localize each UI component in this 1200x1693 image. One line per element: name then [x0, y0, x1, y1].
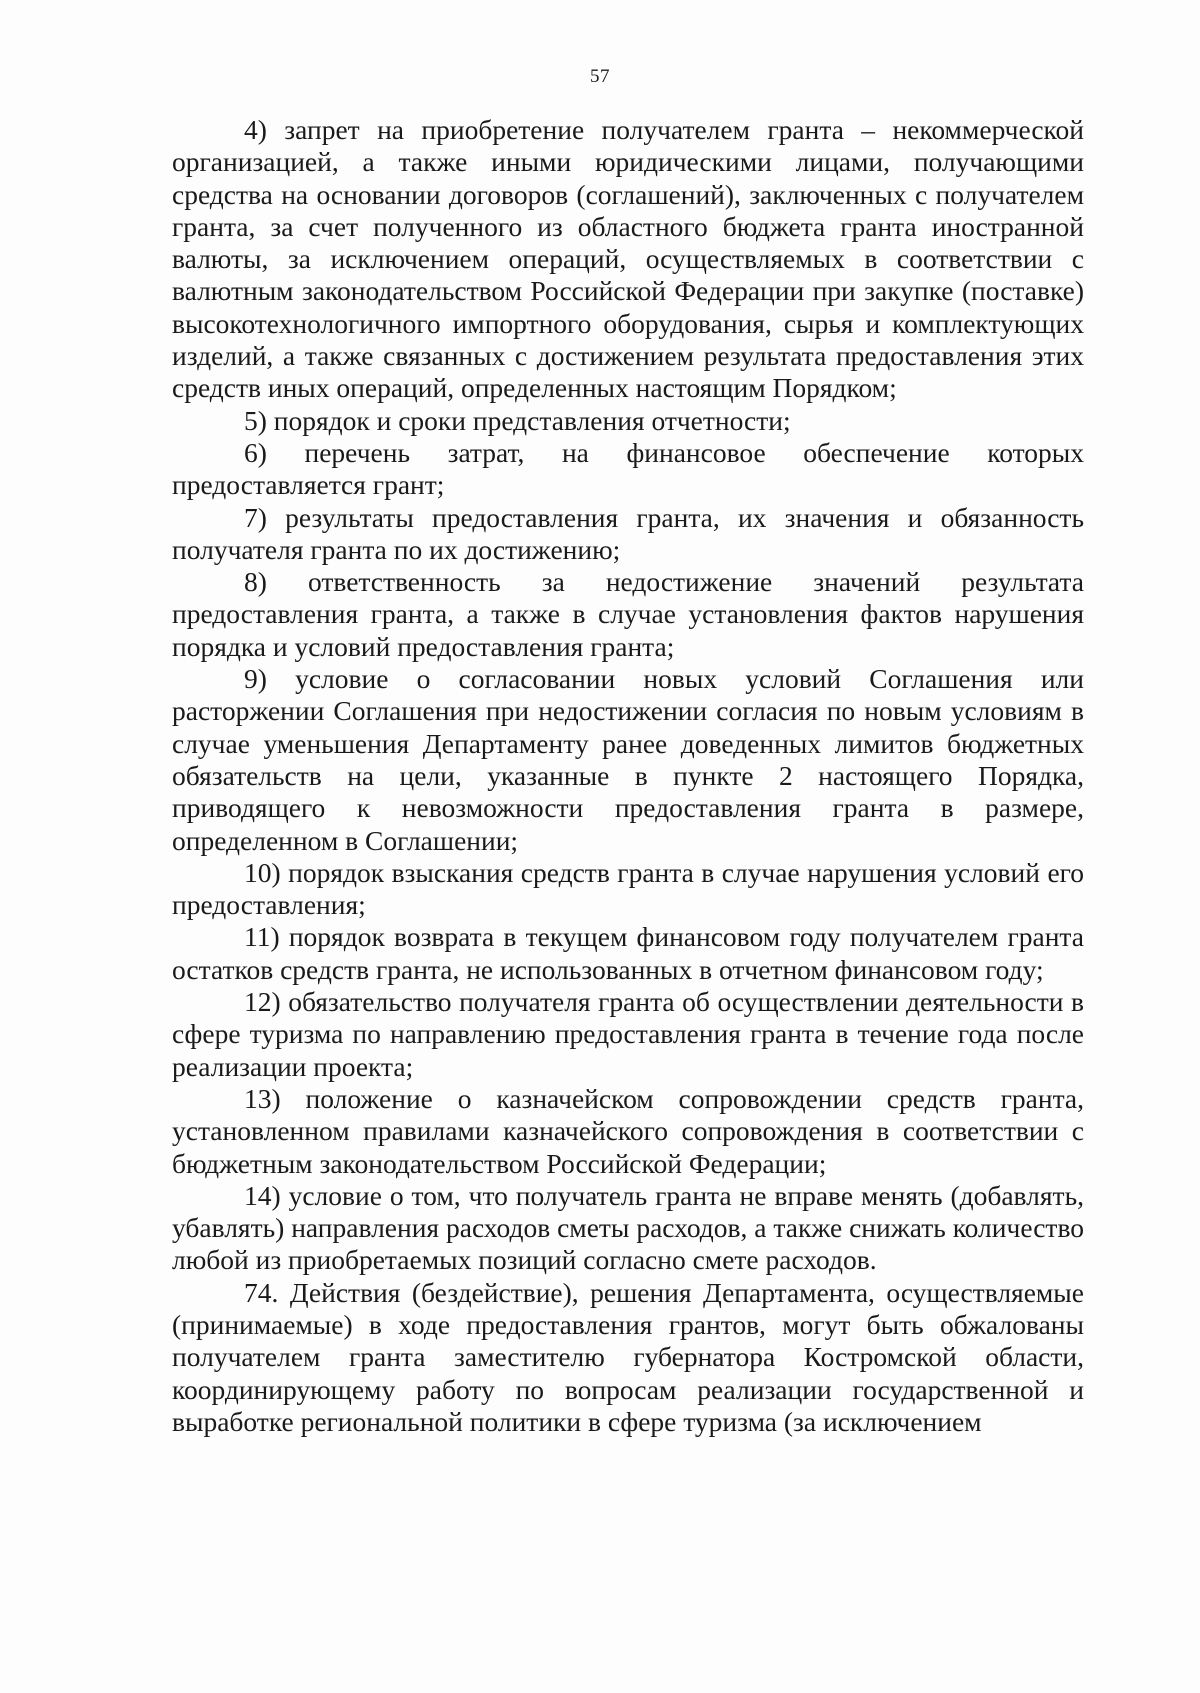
document-body	[172, 114, 1084, 1438]
paragraph-item-4: 4) запрет на приобретение получателем гранта – некоммерческой организацией, а также иными юридическими лицами, получающими средства на основании договоров (соглашений), заключенных с получателем гранта, за счет полученного из областного бюджета гранта иностранной валюты, за исключением операций, осуществляемых в соответствии с валютным законодательством Российской Федерации при закупке (поставке) высокотехнологичного импортного оборудования, сырья и комплектующих изделий, а также связанных с достижением результата предоставления этих средств иных операций, определенных настоящим Порядком;	[172, 114, 1084, 404]
paragraph-item-9: 9) условие о согласовании новых условий Соглашения или расторжении Соглашения при недостижении согласия по новым условиям в случае уменьшения Департаменту ранее доведенных лимитов бюджетных обязательств на цели, указанные в пункте 2 настоящего Порядка, приводящего к невозможности предоставления гранта в размере, определенном в Соглашении;	[172, 663, 1084, 856]
paragraph-item-6: 6) перечень затрат, на финансовое обеспечение которых предоставляется грант;	[172, 436, 1084, 501]
paragraph-item-13: 13) положение о казначейском сопровождении средств гранта, установленном правилами казначейского сопровождения в соответствии с бюджетным законодательством Российской Федерации;	[172, 1082, 1084, 1179]
paragraph-item-5: 5) порядок и сроки представления отчетности;	[244, 404, 791, 436]
paragraph-section-74: 74. Действия (бездействие), решения Департамента, осуществляемые (принимаемые) в ходе предоставления грантов, могут быть обжалованы получателем гранта заместителю губернатора Костромской области, координирующему работу по вопросам реализации государственной и выработке региональной политики в сфере туризма (за исключением	[172, 1276, 1084, 1437]
page-number: 57	[590, 66, 610, 87]
paragraph-item-14: 14) условие о том, что получатель гранта не вправе менять (добавлять, убавлять) направления расходов сметы расходов, а также снижать количество любой из приобретаемых позиций согласно смете расходов.	[172, 1179, 1084, 1276]
paragraph-item-10: 10) порядок взыскания средств гранта в случае нарушения условий его предоставления;	[172, 856, 1084, 921]
paragraph-item-8: 8) ответственность за недостижение значений результата предоставления гранта, а также в случае установления фактов нарушения порядка и условий предоставления гранта;	[172, 566, 1084, 662]
paragraph-item-12: 12) обязательство получателя гранта об осуществлении деятельности в сфере туризма по направлению предоставления гранта в течение года после реализации проекта;	[172, 986, 1084, 1082]
paragraph-item-7: 7) результаты предоставления гранта, их значения и обязанность получателя гранта по их достижению;	[172, 501, 1084, 565]
paragraph-item-11: 11) порядок возврата в текущем финансовом году получателем гранта остатков средств гранта, не использованных в отчетном финансовом году;	[172, 921, 1084, 985]
